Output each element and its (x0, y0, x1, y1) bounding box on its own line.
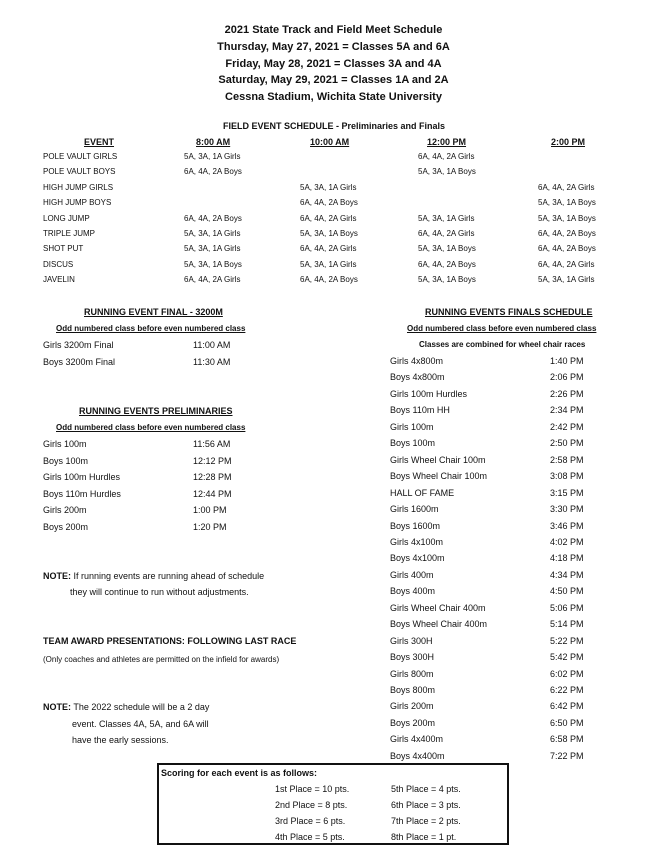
field-col-event: EVENT (84, 137, 115, 147)
note-2022-schedule (43, 702, 209, 712)
final-time: 3:15 PM (550, 487, 584, 498)
note-2022-schedule-line3: have the early sessions. (72, 735, 169, 745)
note-running-ahead (43, 571, 264, 581)
final-event: Boys 1600m (390, 520, 441, 531)
final-time: 2:06 PM (550, 372, 584, 383)
field-event-cell: 5A, 3A, 1A Girls (184, 244, 241, 254)
final-event: Boys 300H (390, 652, 435, 663)
final-time: 3:30 PM (550, 504, 584, 515)
final-time: 4:34 PM (550, 569, 584, 580)
final-time: 6:50 PM (550, 717, 584, 728)
field-event-cell: 6A, 4A, 2A Girls (418, 229, 475, 238)
field-event-cell: 6A, 4A, 2A Boys (538, 244, 596, 254)
prelims-title: RUNNING EVENTS PRELIMINARIES (79, 406, 233, 416)
final-time: 4:02 PM (550, 536, 584, 547)
field-event-cell: 6A, 4A, 2A Girls (418, 152, 475, 161)
prelim-time: 1:00 PM (193, 505, 227, 515)
final-time: 5:06 PM (550, 602, 584, 613)
final-event: Girls 800m (390, 668, 434, 679)
page-title: 2021 State Track and Field Meet Schedule (224, 24, 443, 36)
note-text: If running events are running ahead of schedule (71, 571, 265, 581)
schedule-day-3: Saturday, May 29, 2021 = Classes 1A and 2A (218, 74, 449, 86)
final-event: Girls 100m (390, 421, 434, 432)
final-time: 2:34 PM (550, 405, 584, 416)
prelim-event: Girls 200m (43, 505, 87, 515)
field-event-name: POLE VAULT GIRLS (43, 152, 118, 161)
field-event-name: SHOT PUT (43, 244, 84, 254)
field-event-name: TRIPLE JUMP (43, 229, 96, 238)
final-time: 4:50 PM (550, 586, 584, 597)
field-col-12pm: 12:00 PM (427, 137, 467, 147)
scoring-place: 4th Place = 5 pts. (275, 832, 345, 842)
final-time: 2:42 PM (550, 421, 584, 432)
final-time: 6:58 PM (550, 734, 584, 745)
awards-title: TEAM AWARD PRESENTATIONS: FOLLOWING LAST RACE (43, 636, 297, 646)
final-time: 7:22 PM (550, 750, 584, 761)
r3200-event: Boys 3200m Final (43, 356, 116, 367)
field-event-name: HIGH JUMP BOYS (43, 198, 112, 208)
field-event-name: HIGH JUMP GIRLS (43, 182, 114, 192)
field-event-cell: 5A, 3A, 1A Boys (184, 259, 242, 269)
field-event-cell: 5A, 3A, 1A Girls (184, 229, 241, 238)
final-time: 2:26 PM (550, 388, 584, 399)
final-event: Boys 4x100m (390, 553, 445, 564)
r3200-subtitle: Odd numbered class before even numbered class (56, 324, 246, 333)
prelim-event: Boys 100m (43, 455, 89, 466)
field-event-cell: 5A, 3A, 1A Girls (300, 182, 357, 192)
final-time: 4:18 PM (550, 553, 584, 564)
scoring-title: Scoring for each event is as follows: (161, 768, 318, 778)
field-schedule-title: FIELD EVENT SCHEDULE - Preliminaries and Finals (223, 121, 446, 131)
final-event: Girls 4x100m (390, 536, 444, 547)
final-time: 6:42 PM (550, 701, 584, 712)
final-time: 3:08 PM (550, 471, 584, 482)
scoring-place: 1st Place = 10 pts. (275, 784, 350, 794)
prelim-event: Boys 200m (43, 521, 89, 532)
finals-subtitle-2: Classes are combined for wheel chair races (419, 340, 586, 349)
final-event: Boys 4x800m (390, 372, 445, 383)
final-time: 1:40 PM (550, 356, 584, 366)
r3200-event: Girls 3200m Final (43, 340, 114, 350)
final-event: Boys 110m HH (390, 405, 450, 416)
scoring-place: 3rd Place = 6 pts. (275, 816, 346, 826)
final-time: 6:22 PM (550, 685, 584, 695)
prelim-time: 11:56 AM (193, 439, 231, 449)
field-event-cell: 6A, 4A, 2A Boys (300, 198, 358, 208)
field-event-cell: 6A, 4A, 2A Girls (538, 182, 595, 192)
r3200-time: 11:30 AM (193, 356, 231, 367)
field-event-name: POLE VAULT BOYS (43, 167, 116, 177)
field-event-cell: 5A, 3A, 1A Boys (418, 275, 476, 285)
final-event: Girls 300H (390, 635, 433, 646)
r3200-title: RUNNING EVENT FINAL - 3200M (84, 307, 223, 317)
field-col-8am: 8:00 AM (196, 137, 231, 147)
final-event: Girls 400m (390, 569, 434, 580)
scoring-place: 2nd Place = 8 pts. (275, 800, 348, 810)
final-time: 6:02 PM (550, 668, 584, 679)
field-event-cell: 6A, 4A, 2A Boys (418, 259, 476, 269)
prelim-event: Girls 100m Hurdles (43, 472, 121, 482)
note-running-ahead-line2: they will continue to run without adjustments. (70, 587, 249, 597)
field-event-cell: 6A, 4A, 2A Boys (184, 167, 242, 177)
field-event-cell: 6A, 4A, 2A Boys (300, 275, 358, 285)
final-time: 5:22 PM (550, 635, 584, 646)
note-label: NOTE: (43, 702, 71, 712)
note-text: The 2022 schedule will be a 2 day (71, 702, 210, 712)
field-event-name: JAVELIN (43, 275, 75, 285)
field-event-cell: 5A, 3A, 1A Boys (538, 198, 596, 208)
field-event-cell: 5A, 3A, 1A Girls (184, 152, 241, 161)
schedule-day-2: Friday, May 28, 2021 = Classes 3A and 4A (225, 58, 442, 70)
final-event: Boys 4x400m (390, 750, 445, 761)
final-time: 2:50 PM (550, 438, 584, 449)
scoring-place: 7th Place = 2 pts. (391, 816, 461, 826)
finals-subtitle-1: Odd numbered class before even numbered class (407, 324, 597, 333)
scoring-place: 8th Place = 1 pt. (391, 832, 457, 842)
final-event: Boys Wheel Chair 400m (390, 619, 488, 630)
field-event-cell: 6A, 4A, 2A Girls (184, 275, 241, 285)
prelim-time: 1:20 PM (193, 521, 227, 532)
field-event-cell: 6A, 4A, 2A Girls (300, 213, 357, 223)
field-event-cell: 5A, 3A, 1A Boys (300, 229, 358, 238)
scoring-place: 5th Place = 4 pts. (391, 784, 461, 794)
final-event: Girls Wheel Chair 400m (390, 602, 486, 613)
note-2022-schedule-line2: event. Classes 4A, 5A, and 6A will (72, 719, 209, 729)
prelim-time: 12:44 PM (193, 488, 232, 499)
finals-title: RUNNING EVENTS FINALS SCHEDULE (425, 307, 593, 317)
r3200-time: 11:00 AM (193, 340, 231, 350)
final-event: Boys 200m (390, 717, 436, 728)
schedule-day-1: Thursday, May 27, 2021 = Classes 5A and 6A (217, 41, 450, 53)
prelim-time: 12:12 PM (193, 455, 232, 466)
awards-subtitle: (Only coaches and athletes are permitted on the infield for awards) (43, 655, 280, 664)
final-event: HALL OF FAME (390, 487, 455, 498)
final-time: 5:14 PM (550, 619, 584, 630)
field-event-cell: 5A, 3A, 1A Girls (538, 275, 595, 285)
final-event: Girls 1600m (390, 504, 439, 515)
final-event: Boys 400m (390, 586, 436, 597)
venue: Cessna Stadium, Wichita State University (225, 91, 442, 103)
scoring-box (157, 763, 509, 845)
field-event-cell: 6A, 4A, 2A Boys (184, 213, 242, 223)
prelim-event: Girls 100m (43, 439, 87, 449)
field-event-cell: 5A, 3A, 1A Boys (418, 167, 476, 177)
field-col-10am: 10:00 AM (310, 137, 350, 147)
field-event-cell: 5A, 3A, 1A Girls (418, 213, 475, 223)
field-event-cell: 6A, 4A, 2A Girls (300, 244, 357, 254)
final-event: Boys 800m (390, 685, 436, 695)
prelim-time: 12:28 PM (193, 472, 232, 482)
final-event: Girls 4x400m (390, 734, 444, 745)
final-event: Girls 200m (390, 701, 434, 712)
field-event-cell: 6A, 4A, 2A Girls (538, 259, 595, 269)
field-event-name: LONG JUMP (43, 213, 90, 223)
field-event-name: DISCUS (43, 259, 74, 269)
final-event: Girls Wheel Chair 100m (390, 454, 486, 465)
field-event-cell: 5A, 3A, 1A Girls (300, 259, 357, 269)
final-event: Boys 100m (390, 438, 436, 449)
final-time: 2:58 PM (550, 454, 584, 465)
field-event-cell: 5A, 3A, 1A Boys (538, 213, 596, 223)
final-event: Boys Wheel Chair 100m (390, 471, 488, 482)
scoring-place: 6th Place = 3 pts. (391, 800, 461, 810)
prelim-event: Boys 110m Hurdles (43, 488, 121, 499)
prelims-subtitle: Odd numbered class before even numbered class (56, 423, 246, 432)
final-event: Girls 4x800m (390, 356, 444, 366)
field-event-cell: 5A, 3A, 1A Boys (418, 244, 476, 254)
field-col-2pm: 2:00 PM (551, 137, 586, 147)
final-time: 3:46 PM (550, 520, 584, 531)
field-event-cell: 6A, 4A, 2A Boys (538, 229, 596, 238)
final-time: 5:42 PM (550, 652, 584, 663)
note-label: NOTE: (43, 571, 71, 581)
final-event: Girls 100m Hurdles (390, 388, 468, 399)
